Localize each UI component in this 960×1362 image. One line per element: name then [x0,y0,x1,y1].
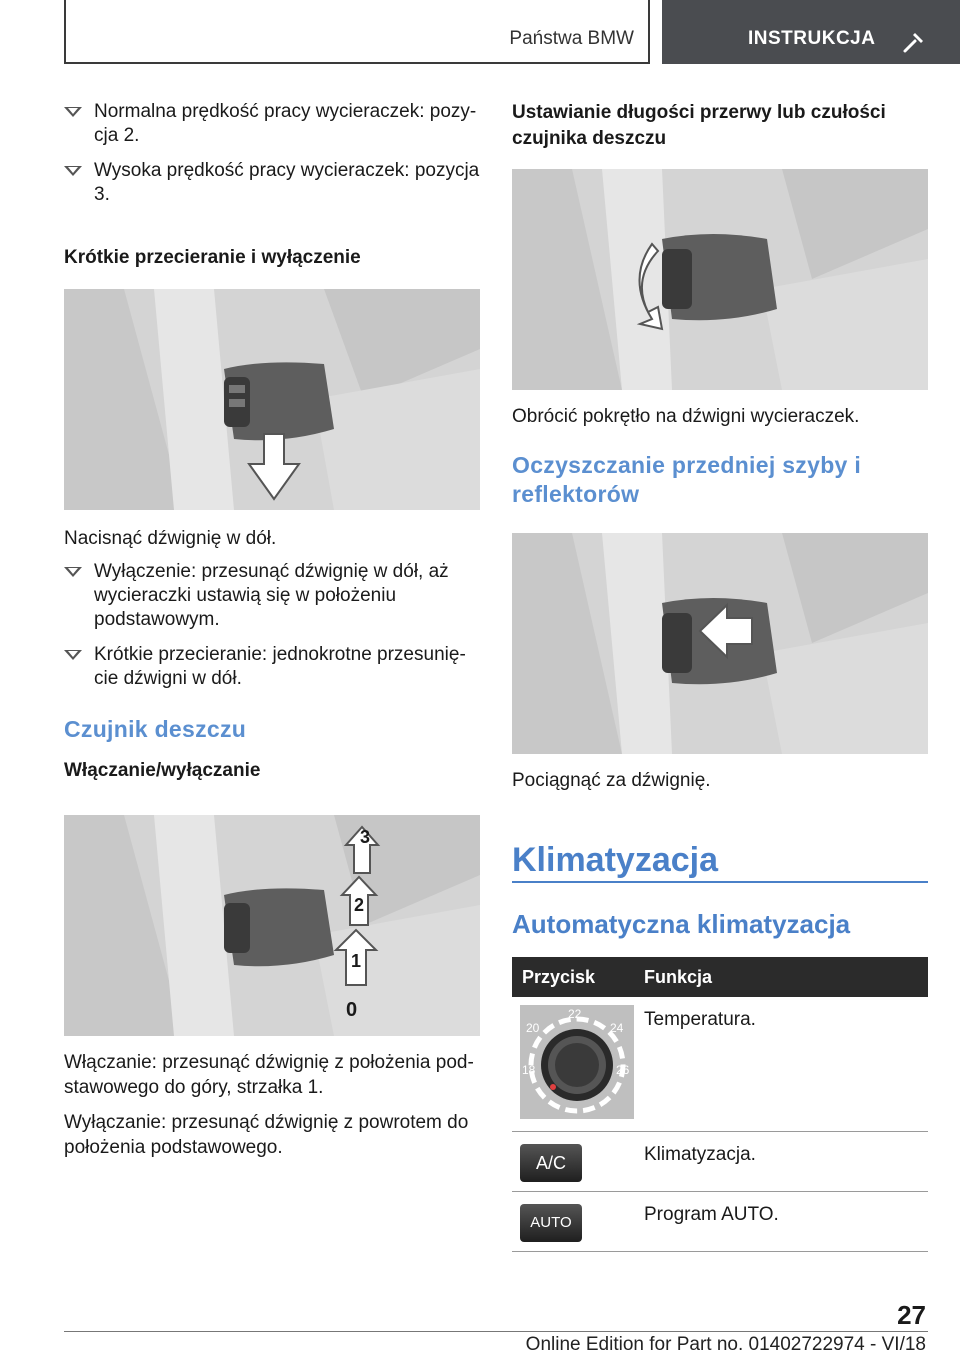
ac-button-icon: A/C [520,1144,582,1182]
table-row [512,1132,928,1192]
function-ac: Klimatyzacja. [644,1144,756,1165]
figure-lever-positions [64,815,480,1036]
controls-table [512,957,928,1252]
function-temperature: Temperatura. [644,1009,756,1030]
heading-short-wipe: Krótkie przecieranie i wyłączenie [64,247,361,268]
column-header-function: Funkcja [644,967,713,987]
figure-label-3: 3 [360,827,371,847]
bullet-item: Wyłączenie: przesunąć dźwignię w dół, aż wycieraczki ustawią się w położeniu podstawowym. [64,560,480,632]
footer-rule [64,1331,928,1332]
auto-button-icon: AUTO [520,1204,582,1242]
paragraph-switch-off: Wyłączanie: przesunąć dźwignię z powrotem do położenia podstawowego. [64,1112,469,1158]
bullet-triangle-icon [64,107,82,117]
left-column-mid [64,526,480,784]
dial-label-24: 24 [610,1021,624,1035]
paragraph-switch-on: Włączanie: przesunąć dźwignię z położenia podstawowego do góry, strzałka 1. [64,1052,474,1098]
figure-label-1: 1 [351,951,362,971]
heading-rain-sensor: Czujnik deszczu [64,716,247,742]
left-column [64,100,480,271]
right-column-lower [512,768,928,793]
table-row [512,997,928,1132]
figure-lever-pull [512,533,928,754]
caption-press: Nacisnąć dźwignię w dół. [64,528,277,549]
heading-cleaning: Oczyszczanie przedniej szyby i reflektorów [512,452,862,507]
bullet-item: Normalna prędkość pracy wycieraczek: pozycja 2. [64,100,480,148]
function-auto: Program AUTO. [644,1204,779,1225]
left-column-bottom [64,1050,480,1160]
dial-label-26: 26 [616,1063,630,1077]
heading-auto-ac: Automatyczna klimatyzacja [512,909,851,939]
footer-edition: Online Edition for Part no. 01402722974 - VI/18 [525,1334,926,1355]
section-rule [512,881,928,883]
dial-label-22: 22 [568,1007,582,1021]
header-section-label: Państwa BMW [509,28,634,49]
column-header-button: Przycisk [522,967,596,987]
figure-lever-rotary [512,169,928,390]
caption-pull: Pociągnąć za dźwignię. [512,770,711,791]
bullet-item: Wysoka prędkość pracy wycieraczek: pozycja 3. [64,159,480,207]
bullet-triangle-icon [64,650,82,660]
wrench-icon [902,30,926,54]
bullet-triangle-icon [64,567,82,577]
heading-interval: Ustawianie długości przerwy lub czułości czujnika deszczu [512,102,886,149]
right-column-mid [512,404,928,509]
heading-air-conditioning: Klimatyzacja [512,841,718,879]
table-row [512,1192,928,1252]
bullet-item: Krótkie przecieranie: jednokrotne przesunięcie dźwigni w dół. [64,643,480,691]
dial-label-18: 18 [522,1063,536,1077]
caption-turn: Obrócić pokrętło na dźwigni wycieraczek. [512,406,860,427]
page-number: 27 [897,1300,926,1330]
header-tab[interactable] [662,0,960,64]
dial-label-20: 20 [526,1021,540,1035]
heading-on-off: Włączanie/wyłączanie [64,760,261,781]
figure-label-0: 0 [346,999,358,1021]
figure-lever-push-down [64,289,480,510]
header-tab-label: INSTRUKCJA [748,28,876,49]
figure-label-2: 2 [354,895,365,915]
bullet-triangle-icon [64,166,82,176]
right-column [512,100,928,152]
table-header [512,957,928,997]
header-section-box [64,0,650,64]
